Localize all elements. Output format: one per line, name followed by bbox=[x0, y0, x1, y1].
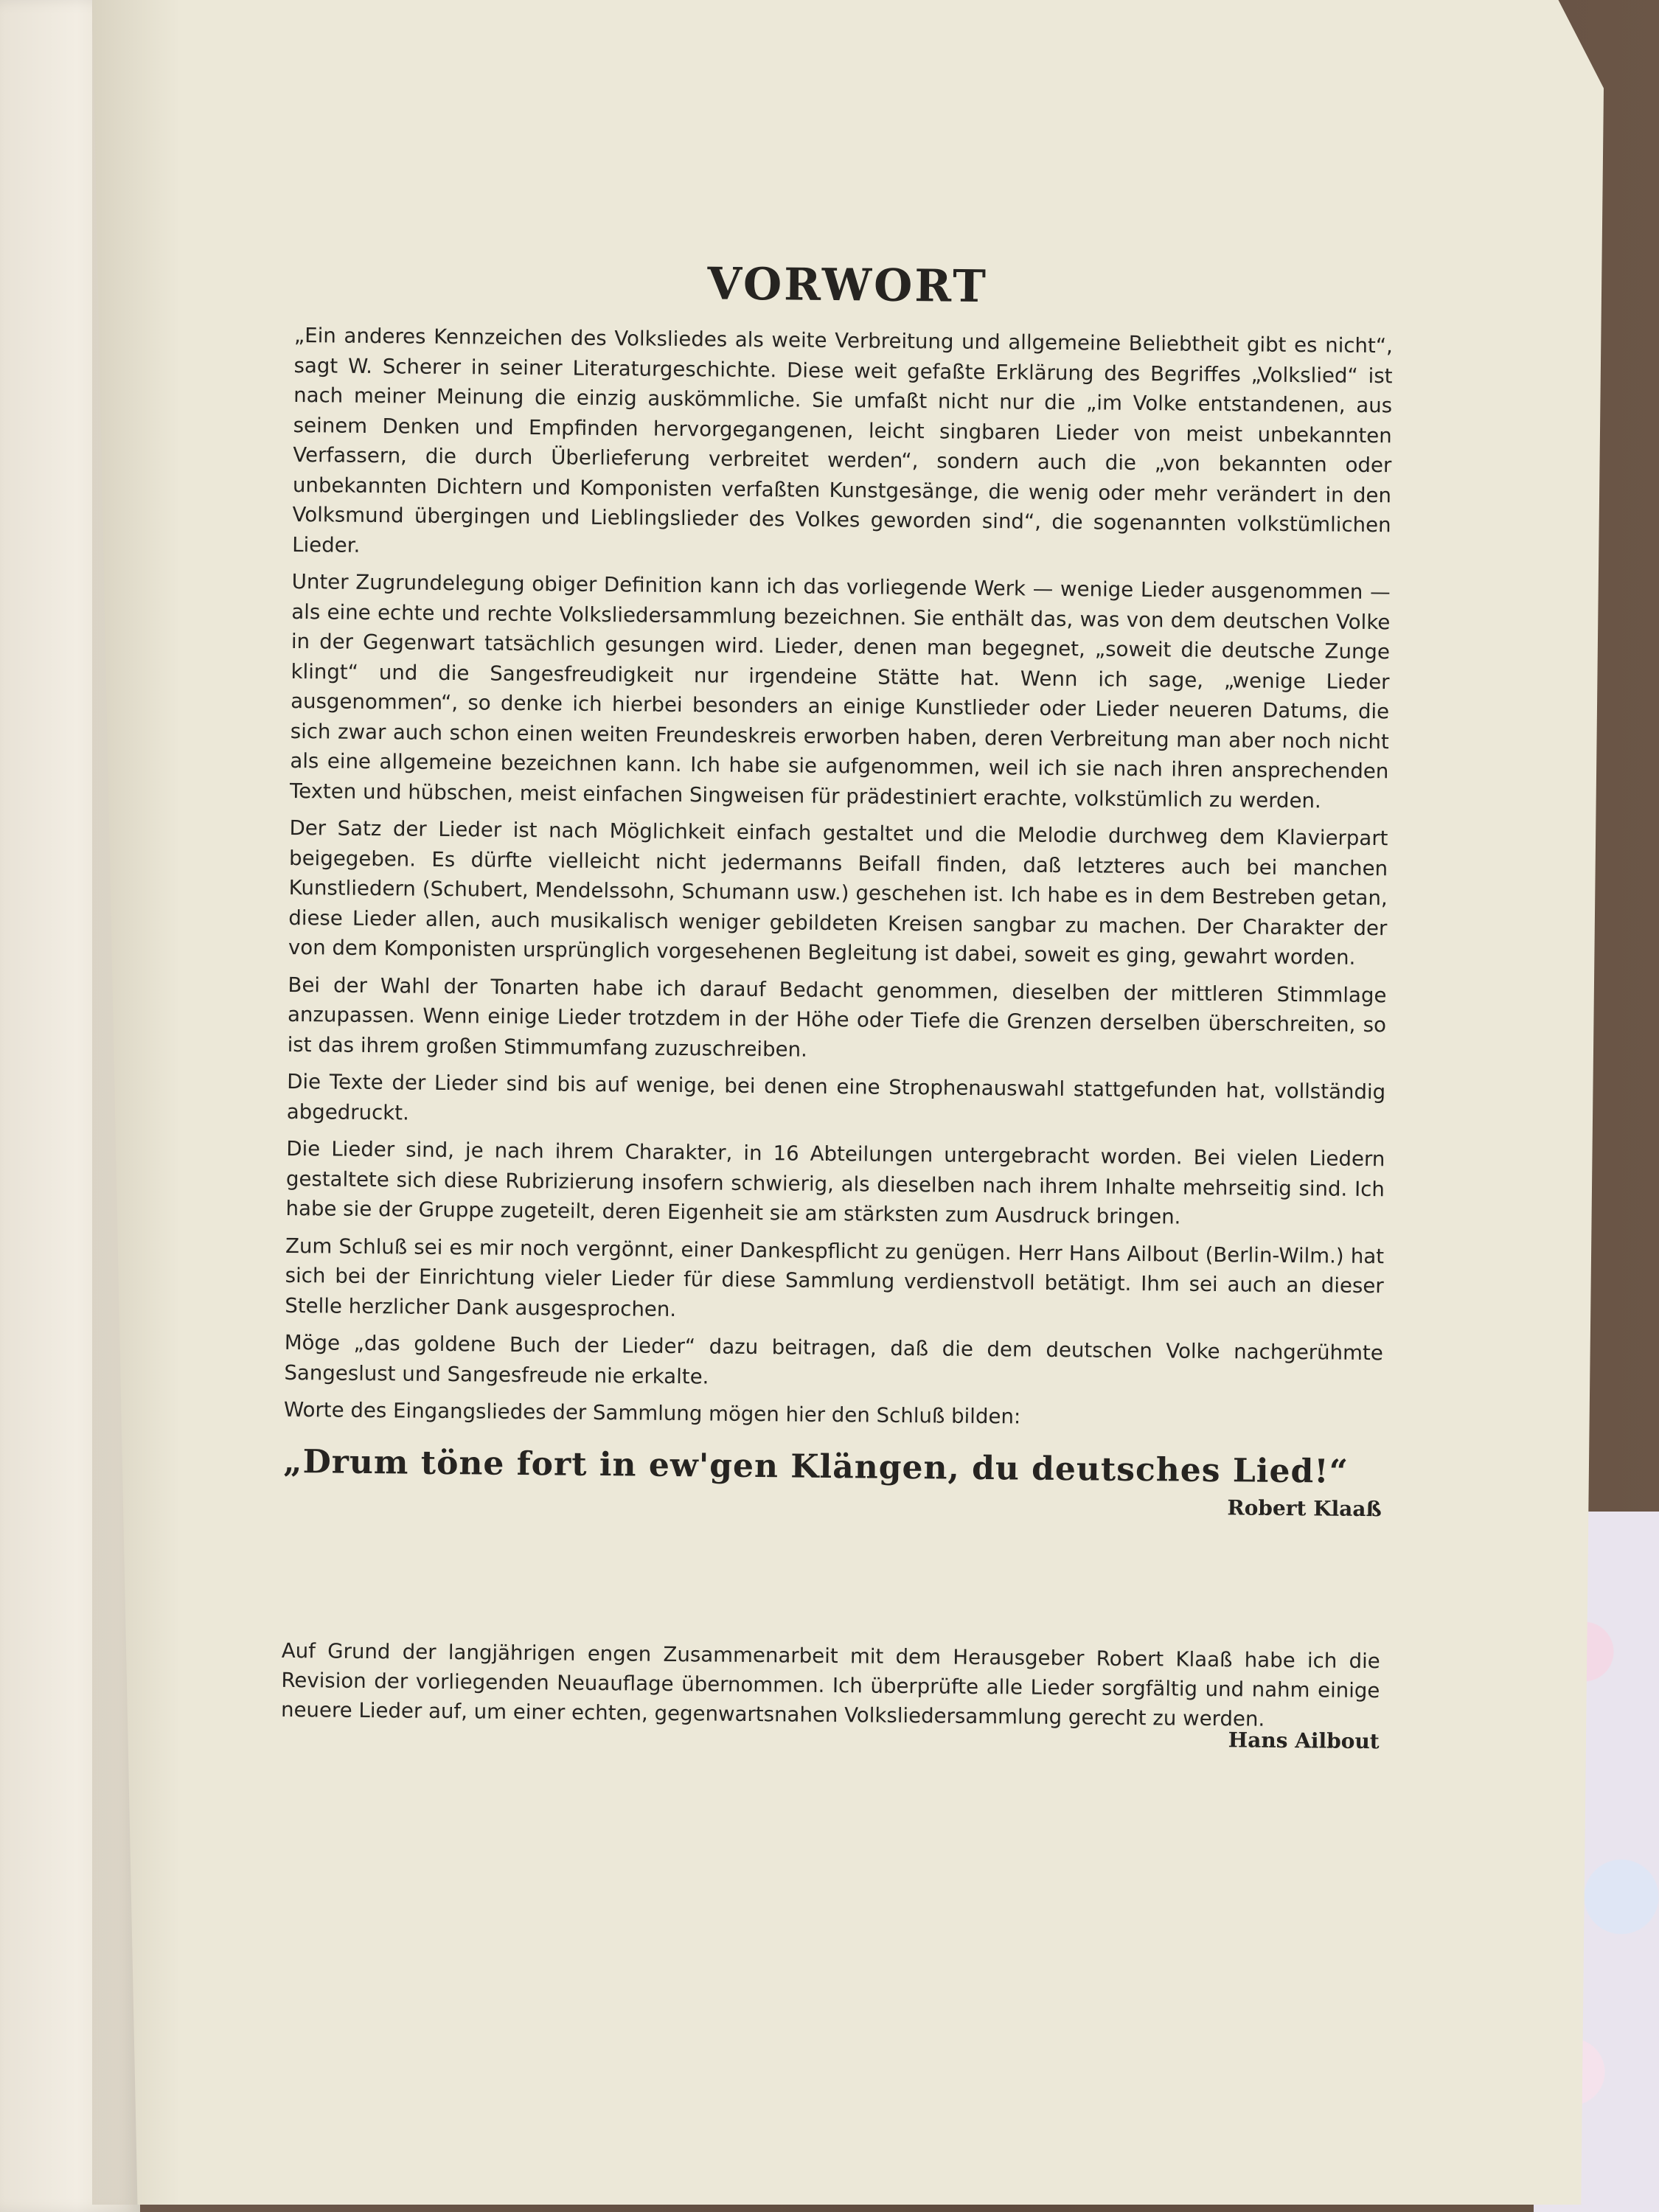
paragraph-5: Die Texte der Lieder sind bis auf wenige, bei denen eine Strophenauswahl stattgefunden hat, vollständig abgedruckt. bbox=[286, 1068, 1386, 1125]
paragraph-8: Möge „das goldene Buch der Lieder“ dazu beitragen, daß die dem deutschen Volke nachgerühmte Sangeslust und Sangesfreude nie erkalte. bbox=[284, 1329, 1383, 1388]
reviser-signature: Hans Ailbout bbox=[1228, 1727, 1380, 1753]
paragraph-9: Worte des Eingangsliedes der Sammlung mögen hier den Schluß bilden: bbox=[283, 1397, 1021, 1429]
closing-quote: „Drum töne fort in ew'gen Klängen, du deutsches Lied!“ bbox=[283, 1442, 1349, 1491]
paragraph-1: „Ein anderes Kennzeichen des Volksliedes als weite Verbreitung und allgemeine Beliebtheit gibt es nicht“, sagt W. Scherer in seiner Literaturgeschichte. Diese weit gefaßte Erklärung des Begriffes „Volkslied“ ist nach meiner Meinung die einzig auskömmliche. Sie umfaßt nicht nur die „im Volke entstandenen, aus seinem Denken und Empfinden hervorgegangenen, leicht singbaren Lieder von meist unbekannten Verfassern, die durch Überlieferung verbreitet werden“, sondern auch die „von bekannten oder unbekannten Dichtern und Komponisten verfaßten Kunstgesänge, die wenig oder mehr verändert in den Volksmund übergingen und Lieblingslieder des Volkes geworden sind“, die sogenannten volkstümlichen Lieder. bbox=[292, 322, 1394, 557]
paragraph-7: Zum Schluß sei es mir noch vergönnt, einer Dankespflicht zu genügen. Herr Hans Ailbout (Berlin-Wilm.) hat sich bei der Einrichtung vieler Lieder für diese Sammlung verdienstvoll betätigt. Ihm sei auch an dieser Stelle herzlicher Dank ausgesprochen. bbox=[285, 1233, 1385, 1321]
page-gutter-shadow bbox=[92, 0, 181, 2205]
author-signature: Robert Klaaß bbox=[1227, 1495, 1382, 1521]
paragraph-4: Bei der Wahl der Tonarten habe ich darauf Bedacht genommen, dieselben der mittleren Stimmlage anzupassen. Wenn einige Lieder trotzdem in der Höhe oder Tiefe die Grenzen derselben überschreiten, so ist das ihrem großen Stimmumfang zuzuschreiben. bbox=[287, 972, 1387, 1062]
page-title: VORWORT bbox=[707, 258, 989, 313]
paragraph-6: Die Lieder sind, je nach ihrem Charakter, in 16 Abteilungen untergebracht worden. Bei vielen Liedern gestaltete sich diese Rubrizierung insofern schwierig, als dieselben nach ihrem Inhalte mehrseitig sind. Ich habe sie der Gruppe zugeteilt, deren Eigenheit sie am stärksten zum Ausdruck bringen. bbox=[285, 1135, 1385, 1229]
revision-note: Auf Grund der langjährigen engen Zusammenarbeit mit dem Herausgeber Robert Klaaß habe ich die Revision der vorliegenden Neuauflage übernommen. Ich überprüfte alle Lieder sorgfältig und nahm einige neuere Lieder auf, um einer echten, gegenwartsnahen Volksliedersammlung gerecht zu werden. bbox=[280, 1638, 1380, 1731]
paragraph-3: Der Satz der Lieder ist nach Möglichkeit einfach gestaltet und die Melodie durchweg dem Klavierpart beigegeben. Es dürfte vielleicht nicht jedermanns Beifall finden, daß letzteres auch bei manchen Kunstliedern (Schubert, Mendelssohn, Schumann usw.) geschehen ist. Ich habe es in dem Bestreben getan, diese Lieder allen, auch musikalisch weniger gebildeten Kreisen sangbar zu machen. Der Charakter der von dem Komponisten ursprünglich vorgesehenen Begleitung ist dabei, soweit es ging, gewahrt worden. bbox=[288, 815, 1388, 970]
paragraph-2: Unter Zugrundelegung obiger Definition kann ich das vorliegende Werk — wenige Lieder ausgenommen — als eine echte und rechte Volksliedersammlung bezeichnen. Sie enthält das, was von dem deutschen Volke in der Gegenwart tatsächlich gesungen wird. Lieder, denen man begegnet, „soweit die deutsche Zunge klingt“ und die Sangesfreudigkeit nur irgendeine Stätte hat. Wenn ich sage, „wenige Lieder ausgenommen“, so denke ich hierbei besonders an einige Kunstlieder oder Lieder neueren Datums, die sich zwar auch schon einen weiten Freundeskreis erworben haben, deren Verbreitung man aber noch nicht als eine allgemeine bezeichnen kann. Ich habe sie aufgenommen, weil ich sie nach ihren ansprechenden Texten und hübschen, meist einfachen Singweisen für prädestiniert erachte, volkstümlich zu werden. bbox=[289, 568, 1391, 813]
preface-content bbox=[281, 254, 1394, 1753]
